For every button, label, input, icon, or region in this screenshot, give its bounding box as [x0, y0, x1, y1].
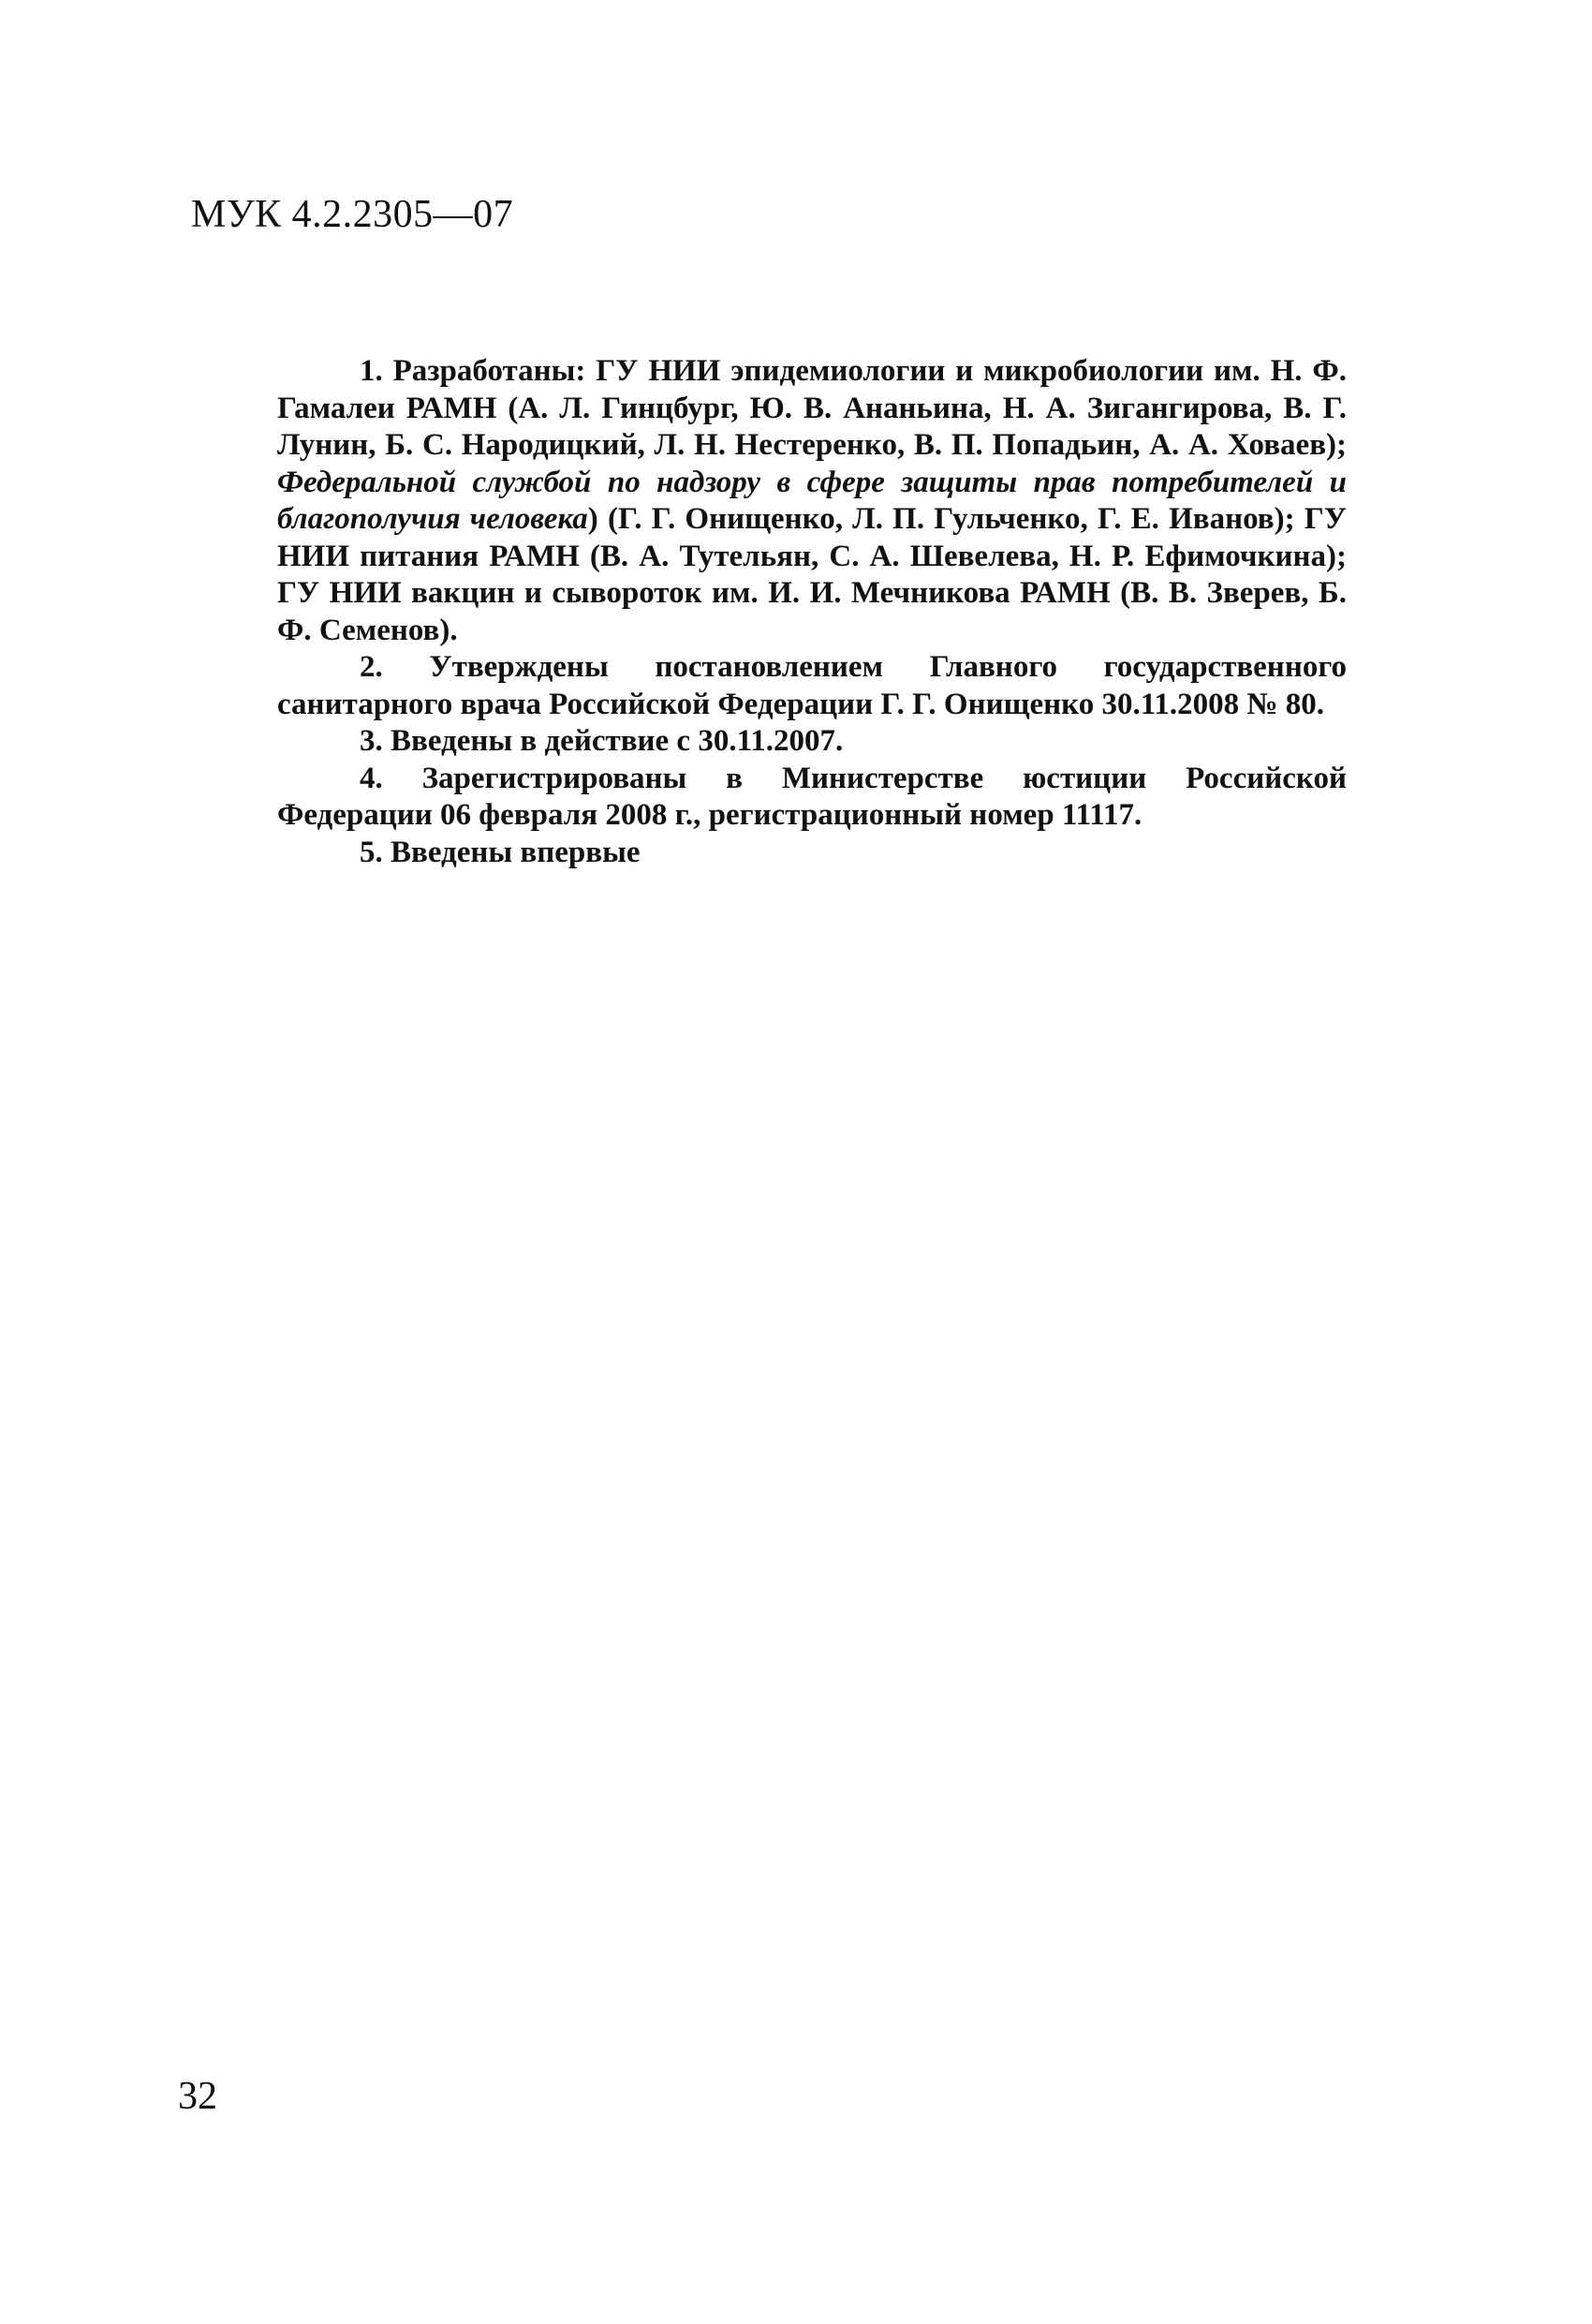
paragraph-developers — [277, 353, 1347, 649]
paragraph-approved: 2. Утверждены постановлением Главного государственного санитарного врача Российской Федерации Г. Г. Онищенко 30.11.2008 № 80. — [277, 650, 1347, 721]
paragraph-effective-date: 3. Введены в действие с 30.11.2007. — [360, 724, 844, 758]
developers-text-italic: Федеральной службой по надзору в сфере защиты прав потребителей и благополучия человека — [277, 465, 1347, 536]
document-info-block — [277, 353, 1347, 871]
document-code-header: МУК 4.2.2305—07 — [191, 193, 514, 236]
developers-text-start: 1. Разработаны: ГУ НИИ эпидемиологии и микробиологии им. Н. Ф. Гамалеи РАМН (А. Л. Гинцбург, Ю. В. Ананьина, Н. А. Зигангирова, В. Г. Лунин, Б. С. Народицкий, Л. Н. Нестеренко, В. П. Попадьин, А. А. Ховаев); — [277, 354, 1347, 462]
paragraph-registered: 4. Зарегистрированы в Министерстве юстиции Российской Федерации 06 февраля 2008 г., регистрационный номер 11117. — [277, 761, 1347, 832]
paragraph-introduced: 5. Введены впервые — [360, 835, 641, 869]
developers-text-end: ) (Г. Г. Онищенко, Л. П. Гульченко, Г. Е. Иванов); ГУ НИИ питания РАМН (В. А. Тутельян, С. А. Шевелева, Н. Р. Ефимочкина); ГУ НИИ вакцин и сывороток им. И. И. Мечникова РАМН (В. В. Зверев, Б. Ф. Семенов). — [277, 502, 1348, 647]
page-number: 32 — [178, 2075, 217, 2118]
